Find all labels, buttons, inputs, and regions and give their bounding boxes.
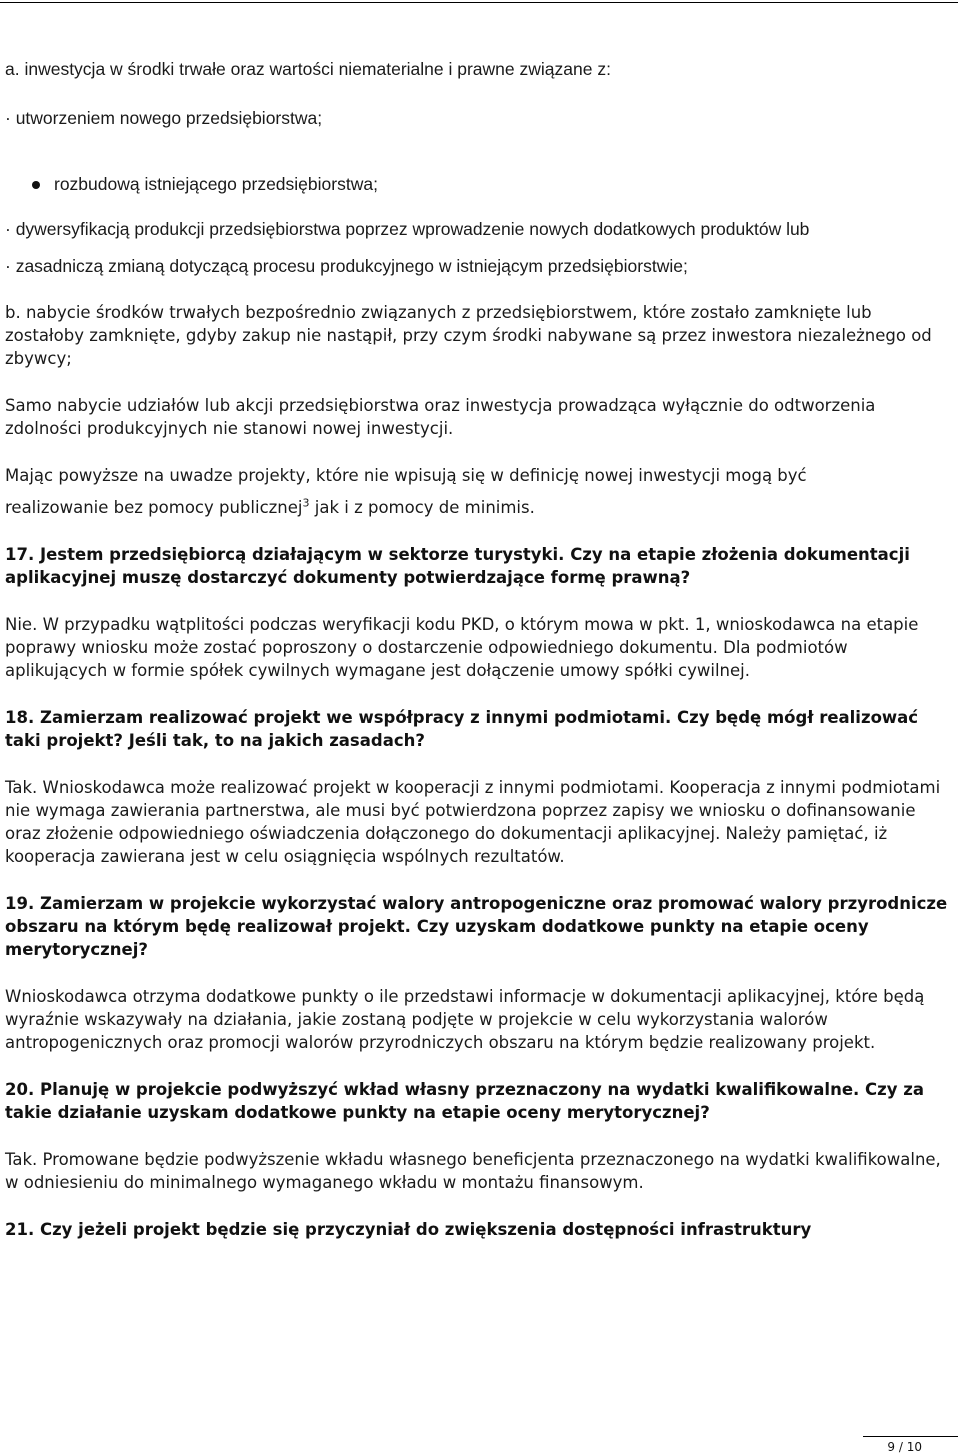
list-item-a: a. inwestycja w środki trwałe oraz wartości niematerialne i prawne związane z: (5, 59, 611, 79)
question-19: 19. Zamierzam w projekcie wykorzystać walory antropogeniczne oraz promować walory przyrodnicze obszaru na którym będę realizował projekt. Czy uzyskam dodatkowe punkty na etapie oceny merytorycznej? (5, 894, 948, 959)
paragraph-acquisition: Samo nabycie udziałów lub akcji przedsiębiorstwa oraz inwestycja prowadząca wyłącznie do odtworzenia zdolności produkcyjnych nie stanowi nowej inwestycji. (5, 396, 876, 438)
paragraph-majac-line1: Mając powyższe na uwadze projekty, które nie wpisują się w definicję nowej inwestycji mogą być (5, 466, 807, 485)
list-item-label: rozbudową istniejącego przedsiębiorstwa; (54, 174, 378, 194)
question-17: 17. Jestem przedsiębiorcą działającym w sektorze turystyki. Czy na etapie złożenia dokumentacji aplikacyjnej muszę dostarczyć dokumenty potwierdzające formę prawną? (5, 545, 910, 587)
paragraph-majac-tail: jak i z pomocy de minimis. (309, 498, 535, 517)
list-item-new-enterprise: · utworzeniem nowego przedsiębiorstwa; (5, 108, 323, 128)
document-body (5, 58, 951, 1241)
top-rule (0, 2, 958, 3)
question-21: 21. Czy jeżeli projekt będzie się przyczyniał do zwiększenia dostępności infrastruktury (5, 1220, 812, 1239)
answer-19: Wnioskodawca otrzyma dodatkowe punkty o ile przedstawi informacje w dokumentacji aplikacyjnej, które będą wyraźnie wskazywały na działania, jakie zostaną podjęte w projekcie w celu wykorzystania walorów antropogenicznych oraz promocji walorów przyrodniczych obszaru na którym będzie realizowany projekt. (5, 987, 925, 1052)
question-20: 20. Planuję w projekcie podwyższyć wkład własny przeznaczony na wydatki kwalifikowalne. Czy za takie działanie uzyskam dodatkowe punkty na etapie oceny merytorycznej? (5, 1080, 924, 1122)
list-item-expansion (5, 173, 951, 196)
question-18: 18. Zamierzam realizować projekt we współpracy z innymi podmiotami. Czy będę mógł realizować taki projekt? Jeśli tak, to na jakich zasadach? (5, 708, 919, 750)
paragraph-majac-line2 (5, 496, 951, 519)
list-item-diversification: · dywersyfikacją produkcji przedsiębiorstwa poprzez wprowadzenie nowych dodatkowych produktów lub (5, 219, 810, 239)
answer-18: Tak. Wnioskodawca może realizować projekt w kooperacji z innymi podmiotami. Kooperacja z innymi podmiotami nie wymaga zawierania partnerstwa, ale musi być potwierdzona poprzez zapisy we wniosku o dofinansowanie oraz złożenie odpowiedniego oświadczenia dołączonego do dokumentacji aplikacyjnej. Należy pamiętać, iż kooperacja zawierana jest w celu osiągnięcia wspólnych rezultatów. (5, 778, 941, 866)
footnote-ref: 3 (302, 496, 310, 510)
answer-17: Nie. W przypadku wątplitości podczas weryfikacji kodu PKD, o którym mowa w pkt. 1, wnioskodawca na etapie poprawy wniosku może zostać poproszony o dostarczenie odpowiedniego dokumentu. Dla podmiotów aplikujących w formie spółek cywilnych wymagane jest dołączenie umowy spółki cywilnej. (5, 615, 919, 680)
footer-rule (863, 1436, 958, 1437)
bullet-icon (32, 181, 40, 189)
paragraph-b: b. nabycie środków trwałych bezpośrednio związanych z przedsiębiorstwem, które zostało zamknięte lub zostałoby zamknięte, gdyby zakup nie nastąpił, przy czym środki nabywane są przez inwestora niezależnego od zbywcy; (5, 303, 932, 368)
page-number: 9 / 10 (887, 1440, 922, 1454)
paragraph-majac-text: realizowanie bez pomocy publicznej (5, 498, 303, 517)
list-item-process-change: · zasadniczą zmianą dotyczącą procesu produkcyjnego w istniejącym przedsiębiorstwie; (5, 256, 688, 276)
answer-20: Tak. Promowane będzie podwyższenie wkładu własnego beneficjenta przeznaczonego na wydatki kwalifikowalne, w odniesieniu do minimalnego wymaganego wkładu w montażu finansowym. (5, 1150, 941, 1192)
